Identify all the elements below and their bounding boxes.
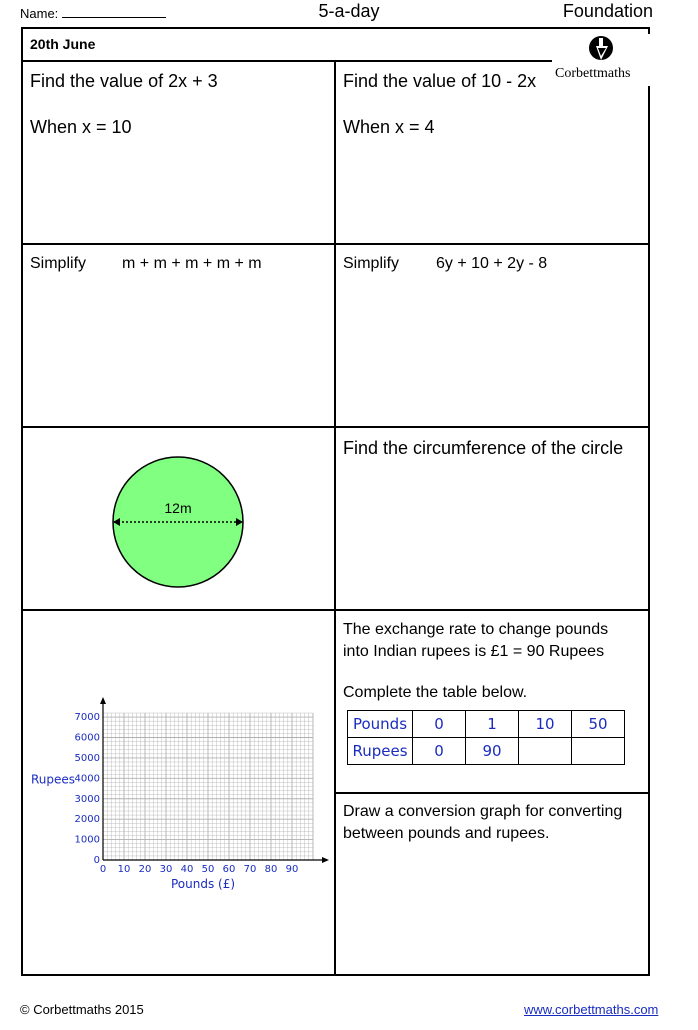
x-tick-label: 50	[201, 864, 215, 875]
date-label: 20th June	[30, 36, 96, 52]
y-tick-label: 3000	[74, 793, 100, 805]
x-tick-label: 60	[222, 864, 236, 875]
page-title: 5-a-day	[318, 1, 380, 21]
q1-line2: When x = 10	[30, 117, 132, 137]
q3-expression: m + m + m + m + m	[122, 255, 262, 272]
x-tick-label: 30	[159, 864, 173, 875]
name-label: Name:	[20, 6, 166, 21]
x-tick-label: 0	[99, 864, 107, 875]
y-tick-label: 7000	[74, 712, 100, 724]
table-cell: 1	[466, 711, 519, 738]
conversion-graph[interactable]	[26, 695, 331, 895]
x-axis-label: Pounds (£)	[170, 877, 236, 891]
y-axis-arrow	[100, 697, 106, 704]
table-cell: Pounds	[348, 711, 413, 738]
diameter-label: 12m	[164, 500, 192, 516]
y-tick-label: 4000	[74, 773, 100, 785]
level-label: Foundation	[562, 1, 653, 21]
q3-label: Simplify	[30, 255, 87, 272]
column-divider	[334, 60, 336, 976]
x-tick-label: 80	[264, 864, 278, 875]
table-cell: 10	[519, 711, 572, 738]
q2-line2: When x = 4	[343, 117, 435, 137]
x-tick-label: 20	[138, 864, 152, 875]
table-cell: 50	[572, 711, 625, 738]
q6-text: Find the circumference of the circle	[343, 438, 624, 458]
q8-line1: Draw a conversion graph for converting	[343, 803, 623, 820]
table-row	[348, 738, 625, 765]
answer-cell[interactable]	[519, 738, 572, 765]
answer-cell[interactable]	[572, 738, 625, 765]
table-row	[348, 711, 625, 738]
copyright-text: © Corbettmaths 2015	[20, 1002, 144, 1017]
q7-line1: The exchange rate to change pounds	[343, 621, 609, 638]
table-cell: 0	[413, 711, 466, 738]
y-tick-label: 0	[93, 855, 100, 866]
q1-line1: Find the value of 2x + 3	[30, 71, 218, 91]
x-tick-label: 90	[285, 864, 299, 875]
y-axis-label: Rupees	[31, 772, 76, 787]
table-cell: Rupees	[348, 738, 413, 765]
q7-line3: Complete the table below.	[343, 684, 528, 701]
x-axis-arrow	[322, 857, 329, 863]
q4-label: Simplify	[343, 255, 400, 272]
website-link[interactable]: www.corbettmaths.com	[524, 1002, 659, 1017]
x-tick-label: 10	[117, 864, 131, 875]
y-tick-label: 1000	[74, 834, 100, 846]
y-tick-label: 5000	[74, 752, 100, 764]
right-cell-divider	[334, 792, 650, 794]
circle-diagram	[110, 455, 250, 589]
x-tick-label: 40	[180, 864, 194, 875]
y-tick-label: 2000	[74, 814, 100, 826]
table-cell: 0	[413, 738, 466, 765]
q7-line2: into Indian rupees is £1 = 90 Rupees	[343, 643, 605, 660]
x-tick-label: 70	[243, 864, 257, 875]
table-cell: 90	[466, 738, 519, 765]
y-tick-label: 6000	[74, 732, 100, 744]
conversion-table	[347, 710, 625, 765]
q4-expression: 6y + 10 + 2y - 8	[436, 255, 548, 272]
corbettmaths-logo	[552, 34, 650, 86]
logo-text: Corbettmaths	[555, 66, 631, 81]
q8-line2: between pounds and rupees.	[343, 825, 550, 842]
q2-line1: Find the value of 10 - 2x	[343, 71, 537, 91]
